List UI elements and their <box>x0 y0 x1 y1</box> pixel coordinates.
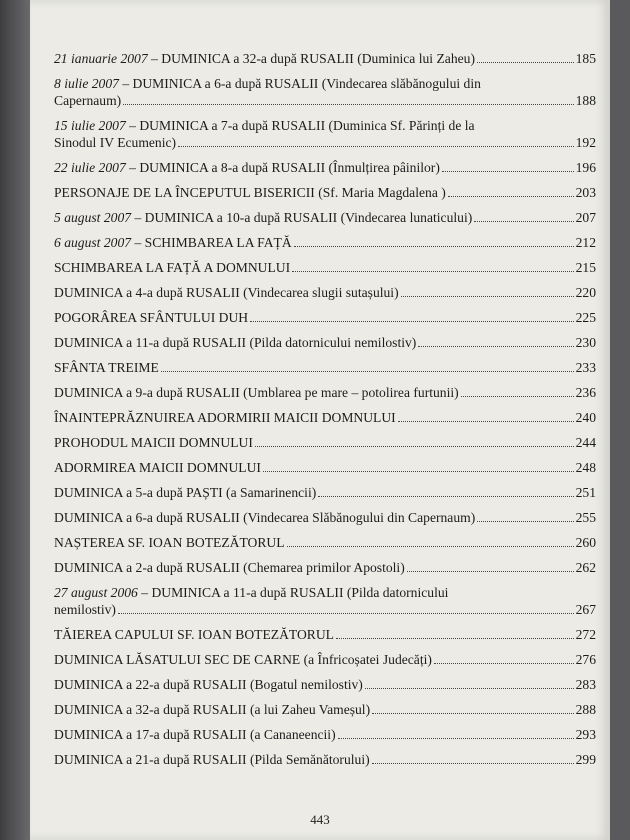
leader-dots <box>448 196 574 197</box>
toc-entry-date: 5 august 2007 <box>54 210 132 225</box>
toc-entry-text: ÎNAINTEPRĂZNUIREA ADORMIRII MAICII DOMNULUI <box>54 410 396 425</box>
toc-entry-title <box>54 309 248 326</box>
toc-entry-page: 276 <box>575 652 596 667</box>
leader-dots <box>118 613 574 614</box>
toc-entry-line <box>54 309 596 326</box>
toc-entry-date: 6 august 2007 <box>54 235 132 250</box>
toc-entry-page: 248 <box>575 460 596 475</box>
toc-entry-continuation: Capernaum) <box>54 93 122 108</box>
toc-entry <box>54 509 596 526</box>
toc-entry-line <box>54 209 596 226</box>
toc-entry-title <box>54 234 292 251</box>
toc-entry-line <box>54 92 596 109</box>
toc-entry-page: 293 <box>575 727 596 742</box>
toc-entry-page: 272 <box>575 627 596 642</box>
toc-entry-title <box>54 559 405 576</box>
toc-entry-title <box>54 409 396 426</box>
toc-entry-text: PROHODUL MAICII DOMNULUI <box>54 435 253 450</box>
table-of-contents <box>54 50 596 776</box>
toc-entry-text: – DUMINICA a 8-a după RUSALII (Înmulțirea pâinilor) <box>125 160 440 175</box>
toc-entry <box>54 434 596 451</box>
toc-entry-page: 233 <box>575 360 596 375</box>
toc-entry-text: DUMINICA a 2-a după RUSALII (Chemarea primilor Apostoli) <box>54 560 405 575</box>
toc-entry-line <box>54 509 596 526</box>
toc-entry-page: 260 <box>575 535 596 550</box>
toc-entry <box>54 701 596 718</box>
toc-entry-title <box>54 359 159 376</box>
toc-entry-page: 220 <box>575 285 596 300</box>
toc-entry-page: 251 <box>575 485 596 500</box>
leader-dots <box>338 738 574 739</box>
toc-entry-page: 299 <box>575 752 596 767</box>
leader-dots <box>255 446 574 447</box>
leader-dots <box>477 62 574 63</box>
toc-entry-title <box>54 434 253 451</box>
toc-entry-line <box>54 50 596 67</box>
leader-dots <box>263 471 574 472</box>
toc-entry-title <box>54 75 481 92</box>
leader-dots <box>372 713 573 714</box>
toc-entry-line <box>54 75 596 92</box>
toc-entry-line <box>54 651 596 668</box>
toc-entry-page: 212 <box>575 235 596 250</box>
toc-entry-continuation: nemilostiv) <box>54 602 116 617</box>
toc-entry <box>54 309 596 326</box>
leader-dots <box>372 763 574 764</box>
toc-entry-page: 236 <box>575 385 596 400</box>
toc-entry-title <box>54 651 432 668</box>
toc-entry-line <box>54 334 596 351</box>
toc-entry-title <box>54 50 475 67</box>
toc-entry <box>54 459 596 476</box>
toc-entry-line <box>54 259 596 276</box>
leader-dots <box>398 421 574 422</box>
toc-entry-date: 22 iulie 2007 <box>54 160 126 175</box>
toc-entry <box>54 534 596 551</box>
toc-entry-page: 283 <box>575 677 596 692</box>
toc-entry-line <box>54 626 596 643</box>
toc-entry-line <box>54 434 596 451</box>
toc-entry-title <box>54 484 316 501</box>
leader-dots <box>401 296 574 297</box>
toc-entry-text: DUMINICA a 5-a după PAȘTI (a Samarinencii) <box>54 485 317 500</box>
toc-entry-text: DUMINICA a 17-a după RUSALII (a Cananeencii) <box>54 727 336 742</box>
toc-entry-text: – SCHIMBAREA LA FAȚĂ <box>131 235 292 250</box>
leader-dots <box>336 638 574 639</box>
toc-entry-page: 267 <box>575 602 596 617</box>
toc-entry <box>54 384 596 401</box>
leader-dots <box>250 321 574 322</box>
toc-entry <box>54 334 596 351</box>
toc-entry-page: 262 <box>575 560 596 575</box>
toc-entry <box>54 676 596 693</box>
toc-entry-date: 8 iulie 2007 <box>54 76 119 91</box>
toc-entry-title <box>54 534 285 551</box>
leader-dots <box>442 171 574 172</box>
toc-entry-title <box>54 117 475 134</box>
toc-entry-title <box>54 676 363 693</box>
leader-dots <box>434 663 574 664</box>
toc-entry-title <box>54 284 399 301</box>
toc-entry-text: – DUMINICA a 7-a după RUSALII (Duminica Sf. Părinți de la <box>125 118 475 133</box>
toc-entry-page: 207 <box>575 210 596 225</box>
toc-entry-line <box>54 284 596 301</box>
leader-dots <box>123 104 573 105</box>
toc-entry <box>54 484 596 501</box>
toc-entry-title <box>54 159 440 176</box>
toc-entry-title <box>54 726 336 743</box>
leader-dots <box>318 496 573 497</box>
toc-entry-text: – DUMINICA a 10-a după RUSALII (Vindecarea lunaticului) <box>131 210 473 225</box>
toc-entry-line <box>54 117 596 134</box>
toc-entry-title <box>54 701 370 718</box>
toc-entry <box>54 559 596 576</box>
toc-entry-title <box>54 334 416 351</box>
toc-entry-title <box>54 751 370 768</box>
book-spine-shadow <box>0 0 30 840</box>
toc-entry <box>54 184 596 201</box>
toc-entry-line <box>54 159 596 176</box>
toc-entry-text: PERSONAJE DE LA ÎNCEPUTUL BISERICII (Sf. Maria Magdalena ) <box>54 185 446 200</box>
leader-dots <box>365 688 574 689</box>
toc-entry-text: DUMINICA a 9-a după RUSALII (Umblarea pe mare – potolirea furtunii) <box>54 385 459 400</box>
toc-entry <box>54 50 596 67</box>
toc-entry-line <box>54 726 596 743</box>
toc-entry-title <box>54 509 475 526</box>
leader-dots <box>178 146 574 147</box>
leader-dots <box>294 246 574 247</box>
toc-entry-title <box>54 584 448 601</box>
toc-entry <box>54 259 596 276</box>
toc-entry-text: SCHIMBAREA LA FAȚĂ A DOMNULUI <box>54 260 291 275</box>
toc-entry-text: NAȘTEREA SF. IOAN BOTEZĂTORUL <box>54 535 285 550</box>
toc-entry-text: – DUMINICA a 32-a după RUSALII (Duminica lui Zaheu) <box>147 51 475 66</box>
toc-entry-line <box>54 409 596 426</box>
toc-entry-line <box>54 534 596 551</box>
toc-entry <box>54 209 596 226</box>
toc-entry-text: – DUMINICA a 11-a după RUSALII (Pilda datornicului <box>137 585 449 600</box>
leader-dots <box>161 371 574 372</box>
page-number: 443 <box>310 812 330 827</box>
toc-entry <box>54 284 596 301</box>
toc-entry-line <box>54 559 596 576</box>
toc-entry-page: 225 <box>575 310 596 325</box>
toc-entry-line <box>54 584 596 601</box>
toc-entry-title <box>54 459 261 476</box>
leader-dots <box>474 221 573 222</box>
toc-entry-text: DUMINICA a 6-a după RUSALII (Vindecarea Slăbănogului din Capernaum) <box>54 510 476 525</box>
toc-entry-page: 255 <box>575 510 596 525</box>
toc-entry-line <box>54 234 596 251</box>
toc-entry-text: TĂIEREA CAPULUI SF. IOAN BOTEZĂTORUL <box>54 627 334 642</box>
toc-entry <box>54 584 596 618</box>
toc-entry-line <box>54 134 596 151</box>
toc-entry-text: DUMINICA a 21-a după RUSALII (Pilda Semănătorului) <box>54 752 370 767</box>
toc-entry <box>54 359 596 376</box>
toc-entry-date: 27 august 2006 <box>54 585 138 600</box>
toc-entry-line <box>54 601 596 618</box>
toc-entry <box>54 117 596 151</box>
toc-entry-line <box>54 751 596 768</box>
leader-dots <box>418 346 573 347</box>
toc-entry-page: 230 <box>575 335 596 350</box>
toc-entry-text: DUMINICA LĂSATULUI SEC DE CARNE (a Înfricoșatei Judecăți) <box>54 652 432 667</box>
toc-entry-text: ADORMIREA MAICII DOMNULUI <box>54 460 261 475</box>
toc-entry-title <box>54 626 334 643</box>
toc-entry-text: DUMINICA a 4-a după RUSALII (Vindecarea slugii sutașului) <box>54 285 399 300</box>
toc-entry-line <box>54 184 596 201</box>
toc-entry-page: 196 <box>575 160 596 175</box>
toc-entry <box>54 726 596 743</box>
toc-entry-text: – DUMINICA a 6-a după RUSALII (Vindecarea slăbănogului din <box>118 76 481 91</box>
toc-entry-page: 188 <box>575 93 596 108</box>
toc-entry-page: 240 <box>575 410 596 425</box>
toc-entry-continuation: Sinodul IV Ecumenic) <box>54 135 177 150</box>
leader-dots <box>461 396 574 397</box>
toc-entry-page: 288 <box>575 702 596 717</box>
toc-entry-title <box>54 259 290 276</box>
toc-entry-line <box>54 359 596 376</box>
leader-dots <box>287 546 574 547</box>
toc-entry <box>54 75 596 109</box>
toc-entry-line <box>54 459 596 476</box>
toc-entry-text: POGORÂREA SFÂNTULUI DUH <box>54 310 249 325</box>
toc-entry-page: 215 <box>575 260 596 275</box>
toc-entry-title <box>54 384 459 401</box>
leader-dots <box>292 271 573 272</box>
toc-entry <box>54 751 596 768</box>
toc-entry-text: DUMINICA a 22-a după RUSALII (Bogatul nemilostiv) <box>54 677 363 692</box>
toc-entry-date: 21 ianuarie 2007 <box>54 51 148 66</box>
toc-entry-line <box>54 676 596 693</box>
toc-entry-line <box>54 384 596 401</box>
toc-entry-title <box>54 184 446 201</box>
toc-entry-text: DUMINICA a 32-a după RUSALII (a lui Zaheu Vameșul) <box>54 702 371 717</box>
toc-entry-title <box>54 209 472 226</box>
toc-entry <box>54 234 596 251</box>
toc-entry-line <box>54 701 596 718</box>
toc-entry <box>54 651 596 668</box>
toc-entry-line <box>54 484 596 501</box>
toc-entry <box>54 409 596 426</box>
toc-entry-page: 203 <box>575 185 596 200</box>
toc-entry-text: SFÂNTA TREIME <box>54 360 159 375</box>
toc-entry-page: 185 <box>575 51 596 66</box>
toc-entry <box>54 159 596 176</box>
toc-entry-page: 192 <box>575 135 596 150</box>
toc-entry-date: 15 iulie 2007 <box>54 118 126 133</box>
toc-entry-text: DUMINICA a 11-a după RUSALII (Pilda datornicului nemilostiv) <box>54 335 417 350</box>
toc-entry-page: 244 <box>575 435 596 450</box>
leader-dots <box>477 521 573 522</box>
leader-dots <box>407 571 574 572</box>
toc-entry <box>54 626 596 643</box>
book-page <box>30 0 610 840</box>
